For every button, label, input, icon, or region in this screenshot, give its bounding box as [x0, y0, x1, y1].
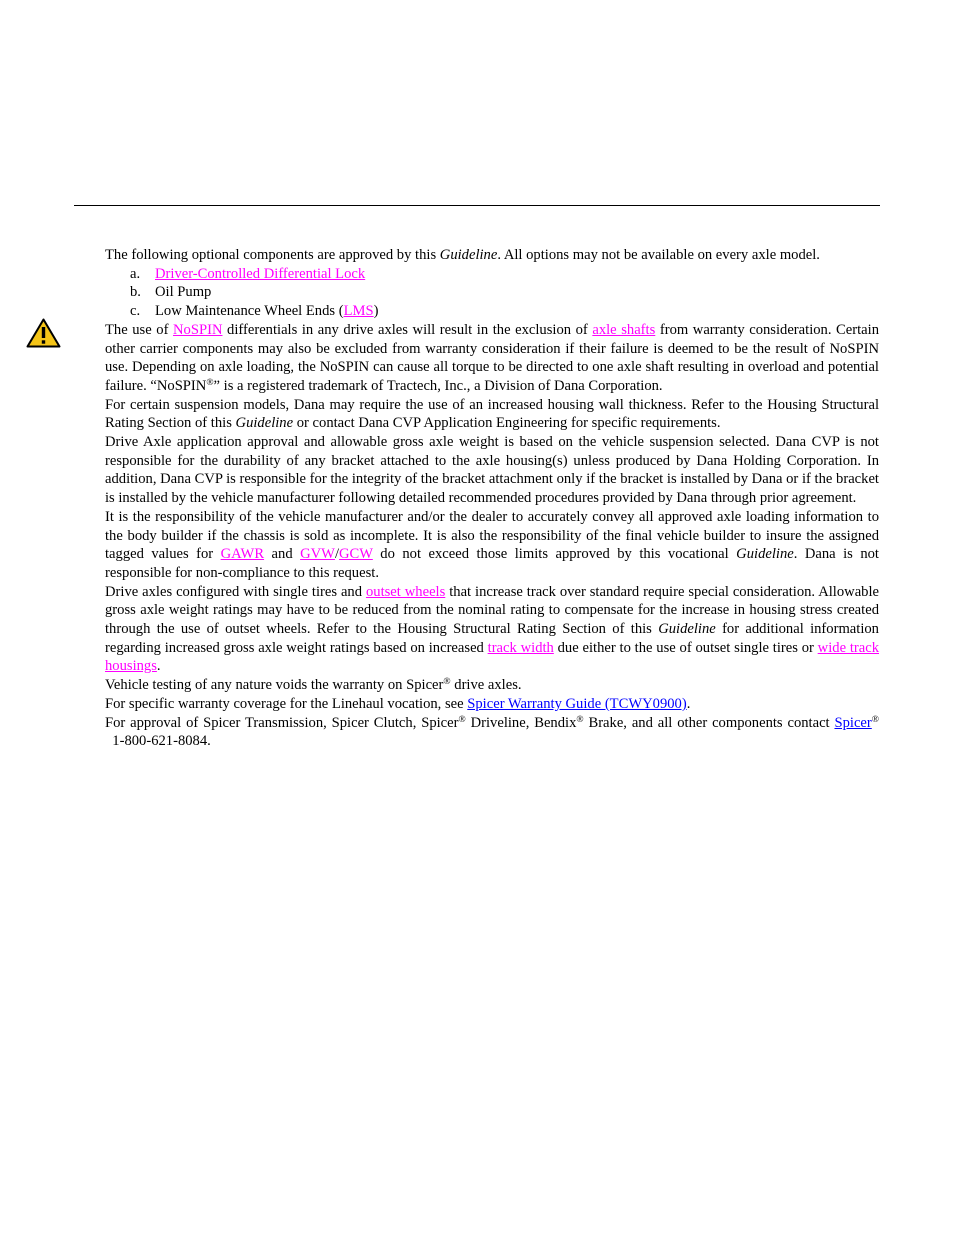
warning-triangle-icon: [26, 318, 61, 348]
axle-shafts-link[interactable]: axle shafts: [592, 321, 656, 338]
gawr-link[interactable]: GAWR: [220, 546, 265, 563]
nospin-link[interactable]: NoSPIN: [173, 321, 223, 338]
header-rule: [74, 205, 880, 206]
list-item: a. Driver-Controlled Differential Lock: [130, 265, 366, 282]
track-width-link[interactable]: track width: [487, 639, 554, 656]
bracket-paragraph: Drive Axle application approval and allowable gross axle weight is based on the vehicle suspension selected. Dana CVP is not responsible for the durability of any bracket attached to the axle housing(s) unless produced by Dana Holding Corporation. In addition, Dana CVP is responsible for the integrity of the bracket attachment only if the bracket is installed by Dana or if the bracket is installed by the vehicle manufacturer following detailed recommended procedures provided by Dana through prior agreement.: [105, 434, 879, 507]
list-item: b. Oil Pump: [130, 284, 212, 301]
gvw-link[interactable]: GVW: [300, 546, 335, 563]
outset-wheels-link[interactable]: outset wheels: [365, 583, 446, 600]
wide-track-housings-link[interactable]: wide track housings: [105, 639, 880, 675]
housing-paragraph: For certain suspension models, Dana may require the use of an increased housing wall thickness. Refer to the Housing Structural Rating Section of this Guideline or contact Dana CVP Application Engineering for specific requirements.: [105, 396, 879, 432]
options-list: [105, 265, 879, 321]
intro-paragraph: The following optional components are approved by this Guideline. All options may not be available on every axle model.: [105, 247, 820, 263]
nospin-paragraph: The use of NoSPIN differentials in any drive axles will result in the exclusion of axle shafts from warranty consideration. Certain other carrier components may also be excluded from warranty consideration if their failure is deemed to be the result of NoSPIN use. Depending on axle loading, the NoSPIN can cause all torque to be directed to one axle shaft resulting in overload and potential failure. “NoSPIN®” is a registered trademark of Tractech, Inc., a Division of Dana Corporation.: [105, 321, 880, 394]
warranty-paragraph: For specific warranty coverage for the Linehaul vocation, see Spicer Warranty Guide (TCWY0900).: [105, 695, 691, 712]
approval-paragraph: For approval of Spicer Transmission, Spicer Clutch, Spicer® Driveline, Bendix® Brake, and all other components contact Spicer® 1-800-621-8084.: [105, 714, 879, 750]
spicer-warranty-guide-link[interactable]: Spicer Warranty Guide (TCWY0900): [467, 695, 687, 712]
list-item: c. Low Maintenance Wheel Ends (LMS): [130, 303, 379, 320]
lms-link[interactable]: LMS: [343, 303, 374, 320]
document-body: [105, 246, 879, 751]
responsibility-paragraph: It is the responsibility of the vehicle manufacturer and/or the dealer to accurately convey all approved axle loading information to the body builder if the chassis is sold as incomplete. It is also the responsibility of the final vehicle builder to insure the assigned tagged values for GAWR and GVW/GCW do not exceed those limits approved by this vocational Guideline. Dana is not responsible for non-compliance to this request.: [105, 508, 879, 581]
spicer-link[interactable]: Spicer: [834, 714, 872, 731]
driver-controlled-differential-lock-link[interactable]: Driver-Controlled Differential Lock: [155, 265, 366, 282]
testing-paragraph: Vehicle testing of any nature voids the warranty on Spicer® drive axles.: [105, 677, 522, 694]
gcw-link[interactable]: GCW: [339, 546, 373, 563]
tires-paragraph: Drive axles configured with single tires and outset wheels that increase track over standard require special consideration. Allowable gross axle weight ratings may have to be reduced from the nominal rating to compensate for the increase in housing stress created through the use of outset wheels. Refer to the Housing Structural Rating Section of this Guideline for additional information regarding increased gross axle weight ratings based on increased track width due either to the use of outset single tires or wide track housings.: [105, 583, 880, 675]
